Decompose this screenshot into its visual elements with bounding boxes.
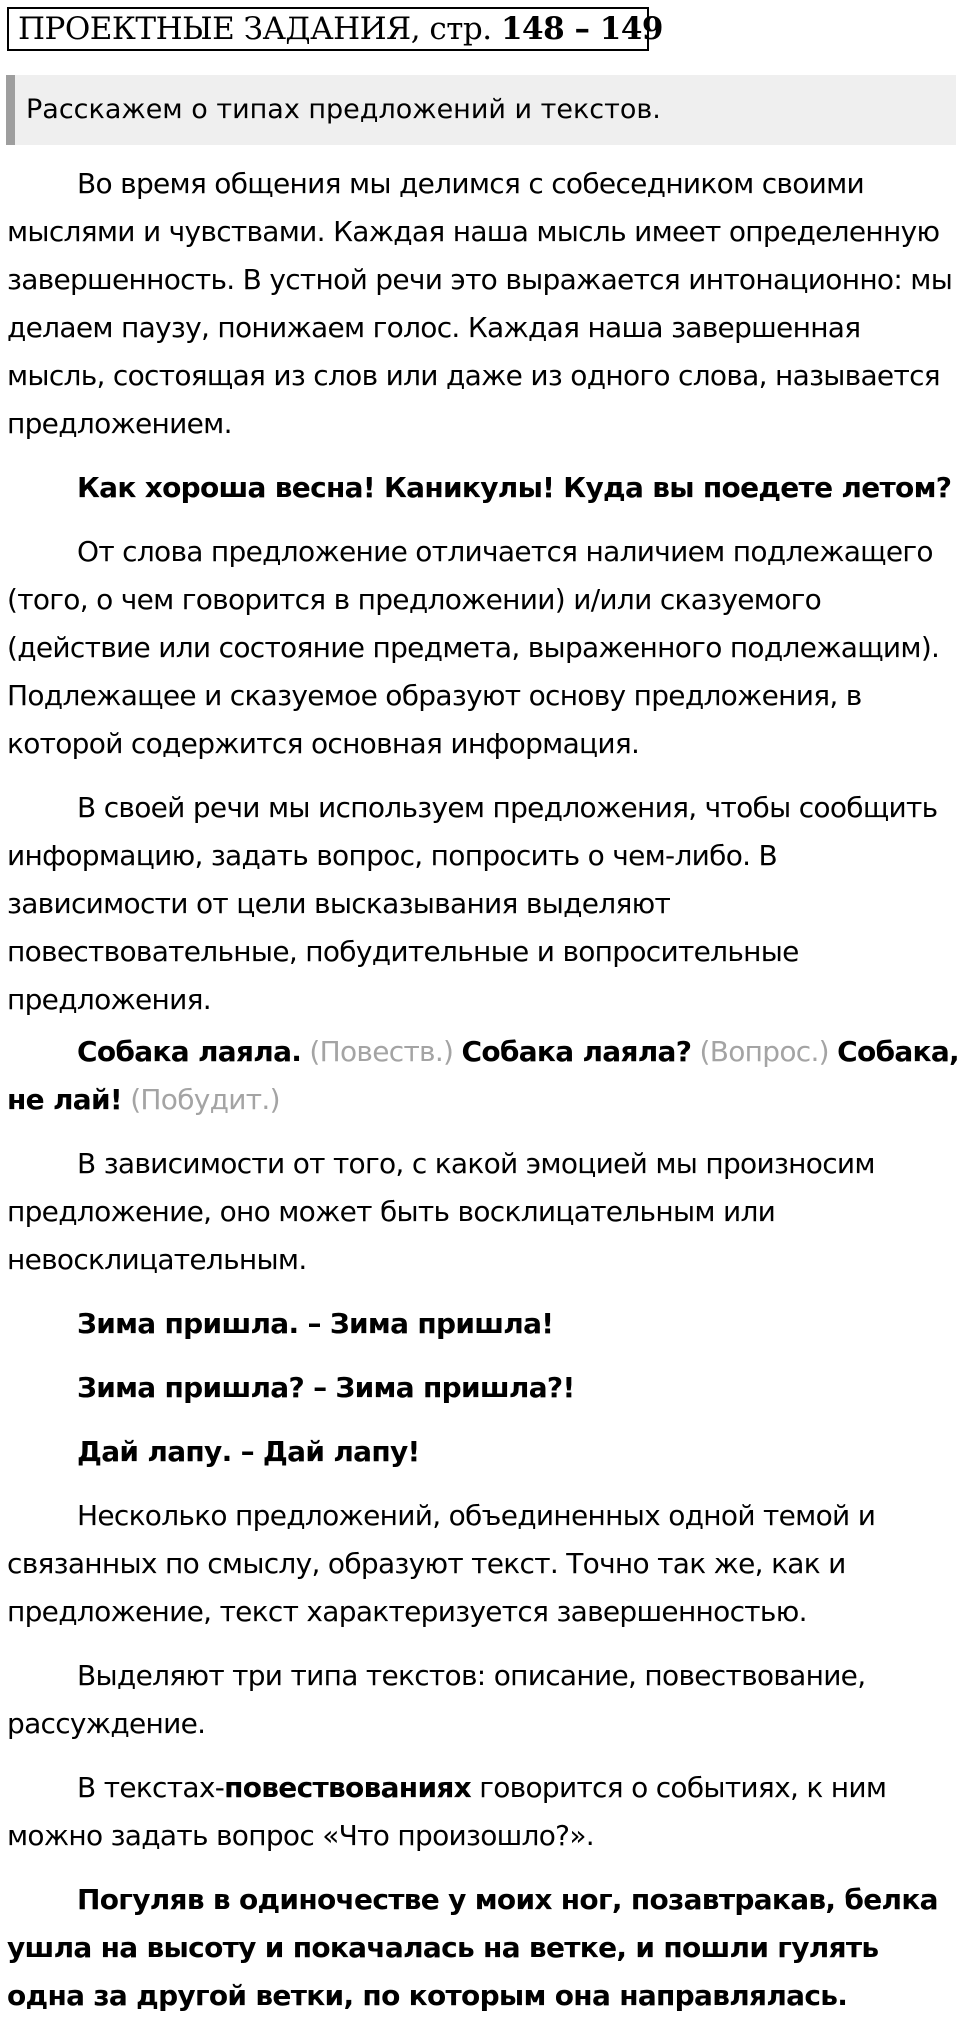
example-sentences-1: Как хороша весна! Каникулы! Куда вы поедете летом? [77, 471, 952, 504]
article-body [7, 160, 959, 2036]
example-narration-text: Погуляв в одиночестве у моих ног, позавтракав, белка ушла на высоту и покачалась на ветке, и пошли гулять одна за другой ветки, по которым она направлялась. [7, 1883, 938, 2012]
paragraph-text-definition: Несколько предложений, объединенных одной темой и связанных по смыслу, образуют текст. Точно так же, как и предложение, текст характеризуется завершенностью. [7, 1499, 876, 1628]
page-header [7, 7, 663, 51]
paragraph-narration [7, 1764, 959, 1860]
paragraph-purpose: В своей речи мы используем предложения, чтобы сообщить информацию, задать вопрос, попросить о чем-либо. В зависимости от цели высказывания выделяют повествовательные, побудительные и вопросительные предложения. [7, 791, 938, 1016]
header-pages: 148 – 149 [500, 11, 663, 47]
example-sentences-2 [7, 1028, 959, 1124]
paragraph-text-types: Выделяют три типа текстов: описание, повествование, рассуждение. [7, 1659, 866, 1740]
example-declarative: Собака лаяла. [77, 1035, 302, 1068]
example-exclamation-1: Зима пришла. – Зима пришла! [77, 1307, 554, 1340]
narration-suffix: говорится о событиях, к ним можно задать вопрос «Что произошло?». [7, 1771, 887, 1852]
note-interrogative: (Вопрос.) [699, 1035, 829, 1068]
paragraph-intro: Во время общения мы делимся с собеседником своими мыслями и чувствами. Каждая наша мысль имеет определенную завершенность. В устной речи это выражается интонационно: мы делаем паузу, понижаем голос. Каждая наша завершенная мысль, состоящая из слов или даже из одного слова, называется предложением. [7, 167, 953, 440]
note-declarative: (Повеств.) [309, 1035, 454, 1068]
example-exclamation-3: Дай лапу. – Дай лапу! [77, 1435, 420, 1468]
paragraph-emotion: В зависимости от того, с какой эмоцией мы произносим предложение, оно может быть восклицательным или невосклицательным. [7, 1147, 875, 1276]
example-imperative: Собака, не лай! [7, 1035, 959, 1116]
example-interrogative: Собака лаяла? [461, 1035, 692, 1068]
narration-prefix: В текстах- [77, 1771, 225, 1804]
header-label: ПРОЕКТНЫЕ ЗАДАНИЯ, стр. [18, 11, 492, 47]
paragraph-subject-predicate: От слова предложение отличается наличием подлежащего (того, о чем говорится в предложении) и/или сказуемого (действие или состояние предмета, выраженного подлежащим). Подлежащее и сказуемое образуют основу предложения, в которой содержится основная информация. [7, 535, 940, 760]
section-banner: Расскажем о типах предложений и текстов. [6, 75, 956, 145]
narration-term: повествованиях [224, 1771, 471, 1804]
note-imperative: (Побудит.) [130, 1083, 280, 1116]
example-exclamation-2: Зима пришла? – Зима пришла?! [77, 1371, 575, 1404]
